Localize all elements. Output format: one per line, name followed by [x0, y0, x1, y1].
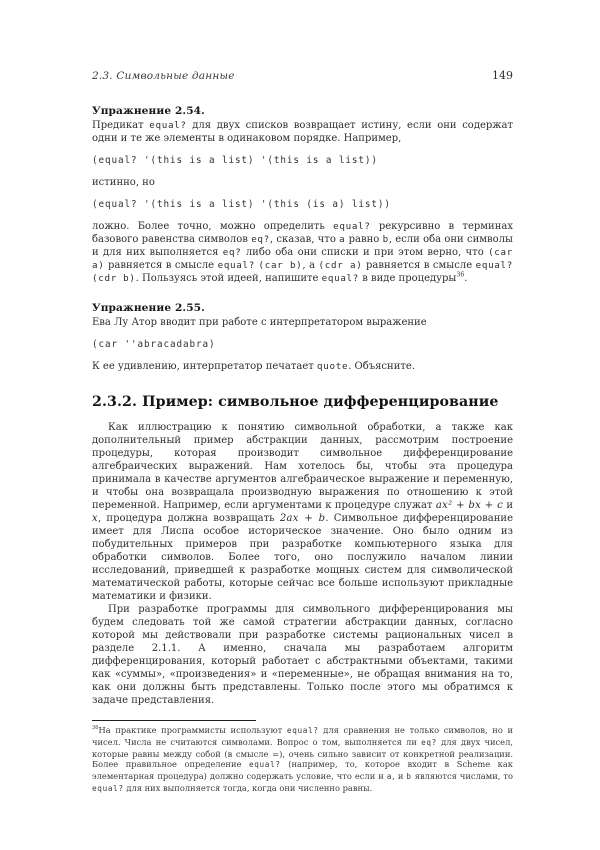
- text-segment-plain: для двух списков возвращает истину, если они содержат одни и те же элементы в одинаковом порядке. Например,: [92, 120, 513, 144]
- text-segment-plain: К ее удивлению, интерпретатор печатает: [92, 361, 318, 372]
- exercise-2-55: [92, 302, 513, 373]
- text-segment-code: eq?: [421, 737, 437, 747]
- page-content: [92, 69, 513, 795]
- text-segment-math: 2ax + b: [279, 513, 326, 524]
- text-segment-code: (car a): [92, 247, 513, 271]
- exercise-2-54-connector: истинно, но: [92, 177, 155, 188]
- exercise-2-55-title: Упражнение 2.55.: [92, 302, 205, 314]
- text-segment-code: equal?: [149, 120, 187, 131]
- text-segment-plain: , сказав, что: [269, 234, 340, 245]
- text-segment-plain: (например, то, которое входит в Scheme как элементарная процедура) должно содержать условие, что если и: [92, 759, 513, 782]
- text-segment-plain: . Объясните.: [348, 361, 415, 372]
- text-segment-plain: являются числами, то: [411, 771, 513, 782]
- text-segment-code: (cdr b): [92, 273, 136, 284]
- text-segment-code: equal?: [321, 273, 360, 284]
- text-segment-plain: для двух чисел, которые равны между собой (в смысле =), очень сильно зависит от конкретной реализации. Более правильное определение: [92, 736, 514, 770]
- text-segment-math: x: [92, 513, 98, 524]
- text-segment-plain: , а: [302, 260, 319, 271]
- text-segment-code: a: [386, 772, 393, 782]
- text-segment-plain: и: [502, 500, 514, 511]
- text-segment-math: ax² + bx + c: [435, 500, 503, 511]
- text-segment-plain: для них выполняется тогда, когда они численно равны.: [123, 782, 373, 793]
- text-segment-plain: , процедура должна возвращать: [97, 513, 280, 524]
- text-segment-code: equal?: [92, 783, 124, 793]
- text-segment-code: b: [406, 772, 412, 782]
- text-segment-code: a: [339, 234, 346, 245]
- text-segment-plain: , если оба они символы и для них выполняется: [92, 234, 514, 258]
- text-segment-code: (car b): [258, 260, 303, 271]
- text-segment-plain: рекурсивно в терминах базового равенства символов: [92, 221, 513, 245]
- text-segment-plain: равняется в смысле: [362, 260, 476, 271]
- text-segment-code: equal?: [286, 726, 319, 735]
- exercise-2-54-discussion: [92, 220, 513, 285]
- exercise-2-54-intro: [92, 119, 513, 145]
- text-segment-code: equal?: [333, 221, 371, 232]
- text-segment-sup: 36: [92, 725, 99, 732]
- page-number: 149: [492, 69, 513, 82]
- text-segment-plain: ложно. Более точно, можно определить: [92, 221, 334, 232]
- code-block-equal-true: (equal? '(this is a list) '(this is a list)): [92, 155, 378, 166]
- text-segment-plain: для сравнения не только символов, но и чисел. Числа не считаются символами. Вопрос о том, выполняется ли: [92, 725, 513, 747]
- section-paragraph-2: При разработке программы для символьного дифференцирования мы будем следовать той же самой стратегии абстракции данных, согласно которой мы действовали при разработке системы рациональных чисел в разделе 2.1.1. А именно, сначала мы разработаем алгоритм дифференцирования, который работает с абстрактными объектами, такими как «суммы», «произведения» и «переменные», не обращая внимания на то, как они должны быть представлены. Только после этого мы обратимся к задаче представления.: [92, 604, 513, 706]
- code-block-abracadabra: (car ''abracadabra): [92, 339, 216, 350]
- text-segment-plain: Как иллюстрацию к понятию символьной обработки, а также как дополнительный пример абстракции данных, рассмотрим построение процедуры, которая производит символьное дифференцирование алгебраических выражений. Нам хотелось бы, чтобы эта процедура принимала в качестве аргументов алгебраическое выражение и переменную, и чтобы она возвращала производную выражения по отношению к этой переменной. Например, если аргументами к процедуре служат: [92, 422, 513, 511]
- text-segment-code: equal?: [217, 260, 255, 271]
- exercise-2-54-title: Упражнение 2.54.: [92, 105, 205, 117]
- text-segment-code: b: [382, 234, 389, 245]
- text-segment-plain: в виде процедуры: [359, 273, 457, 284]
- text-segment-sup: 36: [456, 271, 465, 279]
- text-segment-code: equal?: [248, 760, 281, 770]
- text-segment-code: quote: [317, 361, 349, 372]
- text-segment-plain: . Пользуясь этой идеей, напишите: [135, 273, 322, 284]
- running-header: [92, 69, 513, 82]
- text-segment-plain: , и: [392, 771, 407, 782]
- code-block-equal-false: (equal? '(this is a list) '(this (is a) list)): [92, 199, 391, 210]
- section-paragraph-1: [92, 421, 513, 603]
- text-segment-plain: На практике программисты используют: [98, 725, 287, 735]
- text-segment-plain: либо оба они списки и при этом верно, что: [241, 247, 489, 258]
- text-segment-code: eq?: [222, 247, 242, 258]
- text-segment-plain: .: [464, 273, 468, 284]
- text-segment-plain: равняется в смысле: [104, 260, 218, 271]
- text-segment-plain: . Символьное дифференцирование имеет для Лиспа особое историческое значение. Оно было одним из побудительных примеров при разработке компьютерного языка для обработки символов. Более того, оно послужило началом линии исследований, приведшей к разработке мощных систем для символической математической работы, которые сейчас все больше используют прикладные математики и физики.: [92, 513, 513, 602]
- exercise-2-55-intro: Ева Лу Атор вводит при работе с интерпретатором выражение: [92, 317, 427, 328]
- section-heading-2-3-2: 2.3.2. Пример: символьное дифференцирование: [92, 394, 499, 410]
- footnote-block: [92, 720, 513, 795]
- exercise-2-55-outro: [92, 360, 513, 373]
- text-segment-code: (cdr a): [318, 260, 363, 271]
- text-segment-code: equal?: [475, 260, 513, 271]
- footnote-36: [92, 725, 513, 795]
- text-segment-code: eq?: [251, 234, 270, 245]
- footnote-rule: [92, 720, 256, 721]
- text-segment-plain: Предикат: [92, 120, 150, 131]
- text-segment-plain: равно: [345, 234, 383, 245]
- exercise-2-54: [92, 105, 513, 285]
- running-header-section-title: 2.3. Символьные данные: [92, 70, 235, 82]
